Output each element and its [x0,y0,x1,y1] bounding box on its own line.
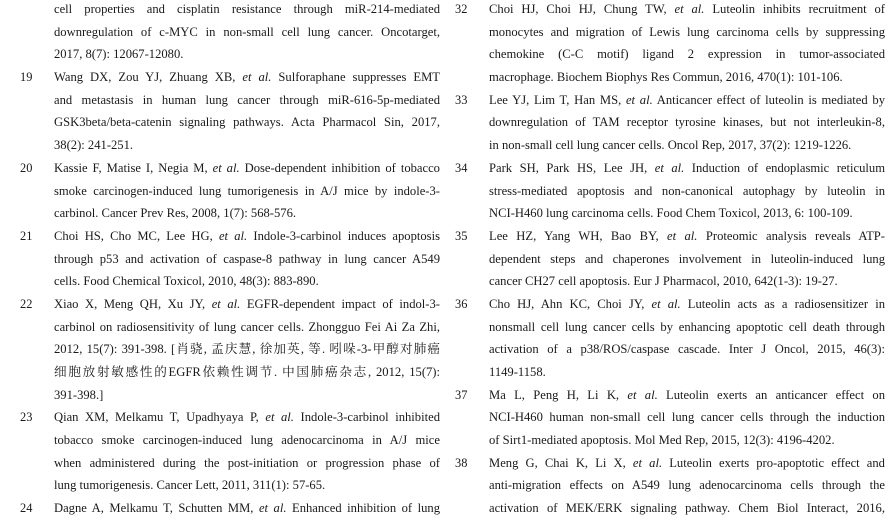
reference-line [455,497,885,520]
reference-text: tobacco smoke carcinogen-induced lung adenocarcinoma in A/J mice [54,433,440,448]
reference-line [455,0,885,21]
reference-text: cancer CH27 cell apoptosis. Eur J Pharmacol, 2010, 642(1-3): 19-27. [489,274,838,289]
reference-text: cells. Food Chemical Toxicol, 2010, 48(3): 883-890. [54,274,319,289]
reference-number: 23 [20,410,33,425]
reference-text: GSK3beta/beta-catenin signaling pathways. Acta Pharmacol Sin, 2017, [54,115,440,130]
right-reference-column [455,0,885,520]
reference-number: 34 [455,160,468,175]
reference-line [20,497,440,520]
reference-text: activation of a p38/ROS/caspase cascade. Inter J Oncol, 2015, 46(3): [489,342,885,357]
reference-text: Xiao X, Meng QH, Xu JY, et al. EGFR-dependent impact of indol-3- [54,296,440,311]
reference-line [455,111,885,134]
reference-text: downregulation of TAM receptor tyrosine kinases, but not interleukin-8, [489,115,885,130]
reference-text: Kassie F, Matise I, Negia M, et al. Dose-dependent inhibition of tobacco [54,160,440,175]
reference-text: carbinol on radiosensitivity of lung cancer cells. Zhongguo Fei Ai Za Zhi, [54,319,440,334]
reference-number: 24 [20,501,33,516]
reference-text: 细胞放射敏感性的EGFR依赖性调节. 中国肺癌杂志, 2012, 15(7): [54,365,440,379]
reference-line [455,202,885,225]
reference-line [455,89,885,112]
reference-text: 1149-1158. [489,365,546,379]
reference-text: downregulation of c-MYC in non-small cell lung cancer. Oncotarget, [54,24,440,39]
reference-text: carbinol. Cancer Prev Res, 2008, 1(7): 568-576. [54,206,297,221]
reference-line [455,406,885,429]
reference-line [20,180,440,203]
reference-text: Choi HJ, Choi HJ, Chung TW, et al. Luteolin inhibits recruitment of [489,2,885,16]
reference-line [455,225,885,248]
reference-text: smoke carcinogen-induced lung tumorigenesis in A/J mice by indole-3- [54,183,440,198]
reference-line [20,452,440,475]
reference-text: anti-migration effects on A549 lung adenocarcinoma cells through the [489,478,885,493]
reference-text: Ma L, Peng H, Li K, et al. Luteolin exerts an anticancer effect on [489,387,885,402]
reference-line [20,225,440,248]
reference-text: activation of MEK/ERK signaling pathway. Chem Biol Interact, 2016, [489,501,885,516]
reference-line [455,248,885,271]
reference-text: NCI-H460 lung carcinoma cells. Food Chem Toxicol, 2013, 6: 100-109. [489,206,853,221]
reference-line [455,316,885,339]
reference-number: 22 [20,296,33,311]
reference-number: 35 [455,228,468,243]
reference-line [20,66,440,89]
reference-line [455,338,885,361]
reference-line [20,429,440,452]
reference-text: cell properties and cisplatin resistance through miR-214-mediated [54,2,440,16]
reference-text: through p53 and activation of caspase-8 pathway in lung cancer A549 [54,251,440,266]
reference-line [455,361,885,384]
reference-text: 2017, 8(7): 12067-12080. [54,47,184,62]
reference-line [455,157,885,180]
reference-number: 19 [20,70,33,85]
reference-text: and metastasis in human lung cancer through miR-616-5p-mediated [54,92,440,107]
reference-text: when administered during the post-initiation or progression phase of [54,455,440,470]
reference-number: 32 [455,2,468,16]
reference-line [20,202,440,225]
reference-line [20,0,440,21]
reference-line [455,474,885,497]
reference-line [20,384,440,407]
reference-text: Lee HZ, Yang WH, Bao BY, et al. Proteomic analysis reveals ATP- [489,228,885,243]
reference-line [455,180,885,203]
reference-text: stress-mediated apoptosis and non-canonical autophagy by luteolin in [489,183,885,198]
reference-text: Choi HS, Cho MC, Lee HG, et al. Indole-3-carbinol induces apoptosis [54,228,440,243]
reference-line [20,361,440,384]
reference-text: dependent steps and chaperones involvement in luteolin-induced lung [489,251,885,266]
reference-line [455,429,885,452]
reference-number: 36 [455,296,468,311]
left-reference-column [20,0,440,520]
reference-text: Park SH, Park HS, Lee JH, et al. Induction of endoplasmic reticulum [489,160,885,175]
reference-text: Qian XM, Melkamu T, Upadhyaya P, et al. Indole-3-carbinol inhibited [54,410,440,425]
reference-line [455,134,885,157]
reference-text: macrophage. Biochem Biophys Res Commun, 2016, 470(1): 101-106. [489,70,843,85]
reference-text: Cho HJ, Ahn KC, Choi JY, et al. Luteolin acts as a radiosensitizer in [489,296,885,311]
reference-line [455,293,885,316]
reference-text: 2012, 15(7): 391-398. [肖骁, 孟庆慧, 徐加英, 等. 吲哚-3-甲醇对肺癌 [54,342,440,357]
reference-text: Wang DX, Zou YJ, Zhuang XB, et al. Sulforaphane suppresses EMT [54,70,440,85]
reference-text: monocytes and migration of Lewis lung carcinoma cells by suppressing [489,24,885,39]
reference-text: nonsmall cell lung cancer cells by enhancing apoptotic cell death through [489,319,885,334]
reference-text: lung tumorigenesis. Cancer Lett, 2011, 311(1): 57-65. [54,478,326,493]
reference-line [455,270,885,293]
reference-line [20,43,440,66]
reference-line [455,452,885,475]
reference-line [20,21,440,44]
reference-number: 33 [455,92,468,107]
reference-text: chemokine (C-C motif) ligand 2 expression in tumor-associated [489,47,885,62]
reference-text: Dagne A, Melkamu T, Schutten MM, et al. Enhanced inhibition of lung [54,501,440,516]
reference-text: Meng G, Chai K, Li X, et al. Luteolin exerts pro-apoptotic effect and [489,455,885,470]
reference-text: Lee YJ, Lim T, Han MS, et al. Anticancer effect of luteolin is mediated by [489,92,885,107]
reference-line [20,134,440,157]
reference-line [20,248,440,271]
reference-line [20,338,440,361]
reference-number: 21 [20,228,33,243]
reference-text: 391-398.] [54,387,104,402]
reference-text: in non-small cell lung cancer cells. Oncol Rep, 2017, 37(2): 1219-1226. [489,138,852,153]
reference-line [455,66,885,89]
reference-text: NCI-H460 human non-small cell lung cancer cells through the induction [489,410,885,425]
reference-line [20,406,440,429]
reference-number: 37 [455,387,468,402]
reference-line [20,270,440,293]
reference-line [20,111,440,134]
reference-line [455,21,885,44]
reference-line [455,43,885,66]
reference-text: of Sirt1-mediated apoptosis. Mol Med Rep, 2015, 12(3): 4196-4202. [489,433,835,448]
reference-text: 38(2): 241-251. [54,138,134,153]
reference-number: 38 [455,455,468,470]
reference-line [20,316,440,339]
reference-line [20,157,440,180]
reference-line [20,474,440,497]
reference-line [20,89,440,112]
reference-number: 20 [20,160,33,175]
reference-line [455,384,885,407]
reference-line [20,293,440,316]
